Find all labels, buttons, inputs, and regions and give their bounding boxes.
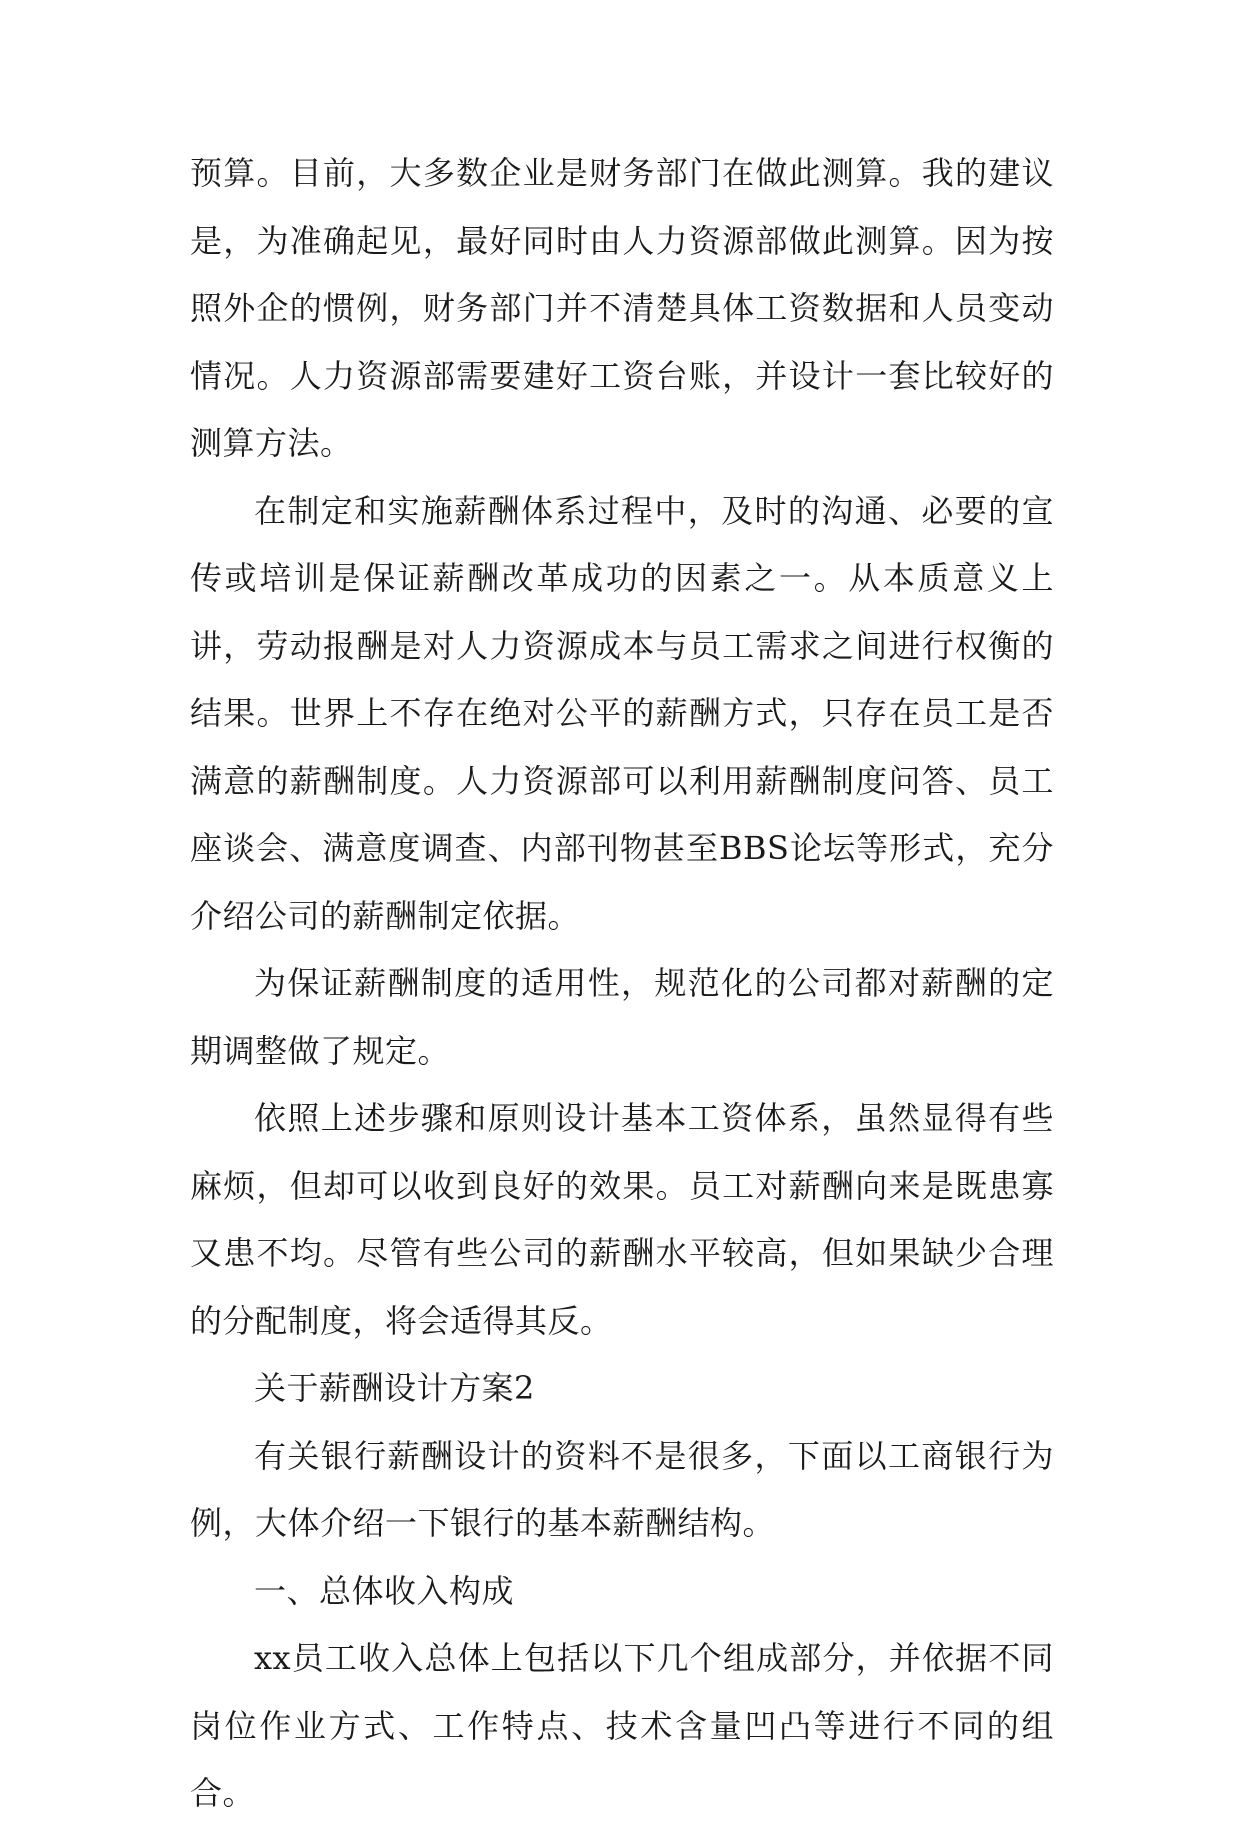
section-heading-plan-2: 关于薪酬设计方案2 [254, 1369, 535, 1407]
section-heading-income-structure: 一、总体收入构成 [254, 1571, 515, 1610]
paragraph-basic-salary-system: 依照上述步骤和原则设计基本工资体系，虽然显得有些麻烦，但却可以收到良好的效果。员工对薪酬向来是既患寡又患不均。尽管有些公司的薪酬水平较高，但如果缺少合理的分配制度，将会适得其反。 [190, 1099, 1054, 1340]
paragraph-periodic-adjustment: 为保证薪酬制度的适用性，规范化的公司都对薪酬的定期调整做了规定。 [190, 964, 1054, 1070]
paragraph-bank-intro: 有关银行薪酬设计的资料不是很多，下面以工商银行为例，大体介绍一下银行的基本薪酬结构。 [190, 1436, 1054, 1542]
paragraph-income-components: xx员工收入总体上包括以下几个组成部分，并依据不同岗位作业方式、工作特点、技术含量凹凸等进行不同的组合。 [190, 1639, 1054, 1812]
paragraph-communication: 在制定和实施薪酬体系过程中，及时的沟通、必要的宣传或培训是保证薪酬改革成功的因素之一。从本质意义上讲，劳动报酬是对人力资源成本与员工需求之间进行权衡的结果。世界上不存在绝对公平的薪酬方式，只存在员工是否满意的薪酬制度。人力资源部可以利用薪酬制度问答、员工座谈会、满意度调查、内部刊物甚至BBS论坛等形式，充分介绍公司的薪酬制定依据。 [190, 491, 1054, 935]
paragraph-budget-calculation: 预算。目前，大多数企业是财务部门在做此测算。我的建议是，为准确起见，最好同时由人力资源部做此测算。因为按照外企的惯例，财务部门并不清楚具体工资数据和人员变动情况。人力资源部需要建好工资台账，并设计一套比较好的测算方法。 [190, 154, 1054, 462]
document-page [190, 140, 1054, 1828]
